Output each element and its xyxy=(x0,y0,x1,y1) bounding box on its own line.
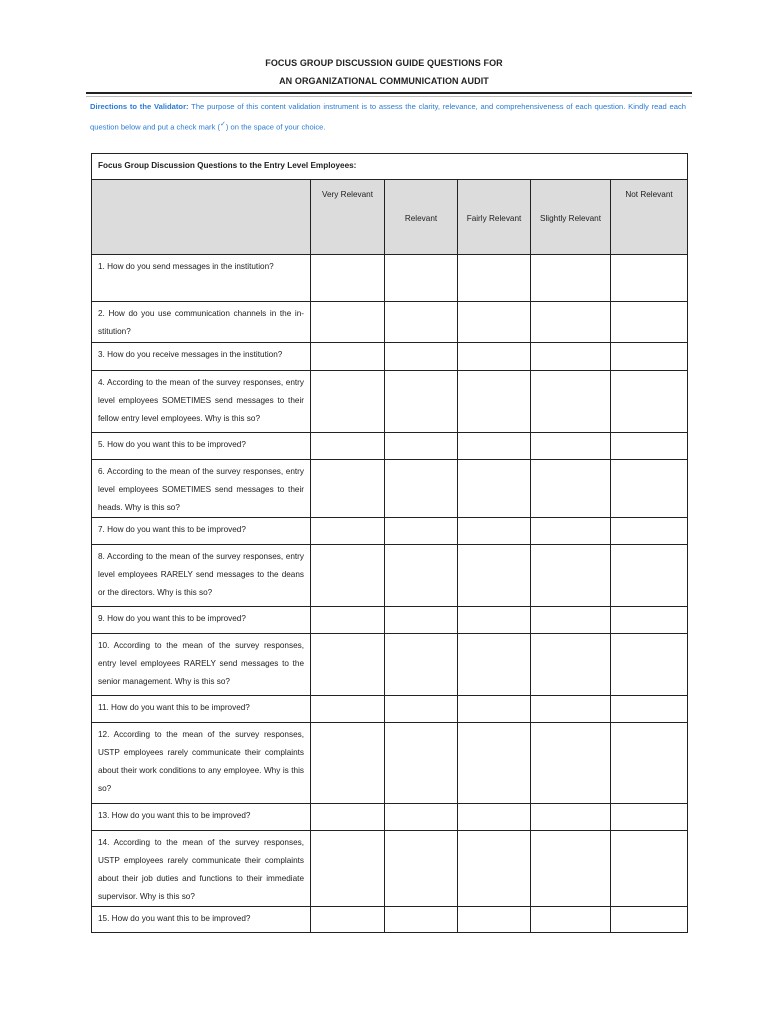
directions-label: Directions to the Validator: xyxy=(90,102,189,111)
question-cell xyxy=(92,723,311,804)
question-cell xyxy=(92,607,311,634)
question-cell xyxy=(92,634,311,696)
checkbox-cell-relevant[interactable] xyxy=(385,907,458,933)
checkbox-cell-relevant[interactable] xyxy=(385,433,458,460)
checkbox-cell-fairly-relevant[interactable] xyxy=(458,696,531,723)
checkbox-cell-not-relevant[interactable] xyxy=(611,255,688,302)
question-cell xyxy=(92,343,311,371)
column-header-very-relevant xyxy=(311,180,385,255)
checkbox-cell-relevant[interactable] xyxy=(385,607,458,634)
column-header-slightly-relevant xyxy=(531,180,611,255)
column-header-relevant xyxy=(385,180,458,255)
checkbox-cell-very-relevant[interactable] xyxy=(311,518,385,545)
table-row xyxy=(92,460,688,518)
column-label-very-relevant: Very Relevant xyxy=(322,190,373,199)
checkbox-cell-not-relevant[interactable] xyxy=(611,343,688,371)
question-cell xyxy=(92,696,311,723)
table-heading: Focus Group Discussion Questions to the Entry Level Employees: xyxy=(92,154,688,180)
question-rows xyxy=(92,255,688,933)
question-text: 14. According to the mean of the survey responses, USTP employees rarely communicate their complaints about their job duties and functions to their immediate supervisor. Why is this so? xyxy=(98,838,304,901)
question-text: 15. How do you want this to be improved? xyxy=(98,914,251,923)
directions-text-1: The purpose of this content validation instrument is to assess the clarity, relevance, and comprehensiveness of each question. Kindly read each question below and put a check mark ( xyxy=(90,102,686,132)
checkbox-cell-fairly-relevant[interactable] xyxy=(458,302,531,343)
checkbox-cell-relevant[interactable] xyxy=(385,723,458,804)
checkbox-cell-fairly-relevant[interactable] xyxy=(458,607,531,634)
checkbox-cell-very-relevant[interactable] xyxy=(311,696,385,723)
checkbox-cell-fairly-relevant[interactable] xyxy=(458,518,531,545)
question-text: 7. How do you want this to be improved? xyxy=(98,525,246,534)
question-cell xyxy=(92,371,311,433)
table-row xyxy=(92,723,688,804)
checkbox-cell-fairly-relevant[interactable] xyxy=(458,255,531,302)
table-row xyxy=(92,907,688,933)
table-row xyxy=(92,302,688,343)
checkbox-cell-slightly-relevant[interactable] xyxy=(531,545,611,607)
checkbox-cell-very-relevant[interactable] xyxy=(311,804,385,831)
checkbox-cell-relevant[interactable] xyxy=(385,634,458,696)
checkbox-cell-slightly-relevant[interactable] xyxy=(531,343,611,371)
title-divider xyxy=(86,92,692,94)
column-header-not-relevant xyxy=(611,180,688,255)
question-text: 8. According to the mean of the survey responses, entry level employees RARELY send messages to the deans or the directors. Why is this so? xyxy=(98,552,304,597)
question-cell xyxy=(92,255,311,302)
checkbox-cell-fairly-relevant[interactable] xyxy=(458,371,531,433)
checkbox-cell-slightly-relevant[interactable] xyxy=(531,518,611,545)
checkbox-cell-fairly-relevant[interactable] xyxy=(458,343,531,371)
checkbox-cell-not-relevant[interactable] xyxy=(611,302,688,343)
question-text: 12. According to the mean of the survey responses, USTP employees rarely communicate their complaints about their work conditions to any employee. Why is this so? xyxy=(98,730,304,793)
checkbox-cell-fairly-relevant[interactable] xyxy=(458,545,531,607)
directions-text-2: ) on the space of your choice. xyxy=(225,122,326,132)
checkbox-cell-very-relevant[interactable] xyxy=(311,634,385,696)
validator-directions xyxy=(90,98,686,137)
checkbox-cell-very-relevant[interactable] xyxy=(311,723,385,804)
question-cell xyxy=(92,804,311,831)
checkbox-cell-fairly-relevant[interactable] xyxy=(458,634,531,696)
question-cell xyxy=(92,460,311,518)
checkbox-cell-slightly-relevant[interactable] xyxy=(531,607,611,634)
checkbox-cell-slightly-relevant[interactable] xyxy=(531,371,611,433)
document-title-line-1: FOCUS GROUP DISCUSSION GUIDE QUESTIONS FOR xyxy=(265,58,503,68)
checkbox-cell-not-relevant[interactable] xyxy=(611,804,688,831)
checkbox-cell-fairly-relevant[interactable] xyxy=(458,460,531,518)
question-text: 4. According to the mean of the survey responses, entry level employees SOMETIMES send messages to their fellow entry level employees. Why is this so? xyxy=(98,378,304,423)
question-cell xyxy=(92,907,311,933)
checkbox-cell-very-relevant[interactable] xyxy=(311,907,385,933)
checkbox-cell-slightly-relevant[interactable] xyxy=(531,460,611,518)
title-divider-thin xyxy=(86,96,692,97)
checkbox-cell-not-relevant[interactable] xyxy=(611,907,688,933)
checkbox-cell-fairly-relevant[interactable] xyxy=(458,831,531,907)
table-row xyxy=(92,831,688,907)
checkbox-cell-very-relevant[interactable] xyxy=(311,343,385,371)
checkbox-cell-slightly-relevant[interactable] xyxy=(531,907,611,933)
table-row xyxy=(92,804,688,831)
header-blank-cell xyxy=(92,180,311,255)
checkbox-cell-fairly-relevant[interactable] xyxy=(458,723,531,804)
checkbox-cell-very-relevant[interactable] xyxy=(311,302,385,343)
checkbox-cell-very-relevant[interactable] xyxy=(311,460,385,518)
checkbox-cell-slightly-relevant[interactable] xyxy=(531,433,611,460)
document-title-line-2: AN ORGANIZATIONAL COMMUNICATION AUDIT xyxy=(279,76,489,86)
question-cell xyxy=(92,518,311,545)
checkbox-cell-not-relevant[interactable] xyxy=(611,634,688,696)
question-text: 13. How do you want this to be improved? xyxy=(98,811,251,820)
question-text: 2. How do you use communication channels in the in-stitution? xyxy=(98,309,304,336)
checkbox-cell-very-relevant[interactable] xyxy=(311,371,385,433)
checkbox-cell-not-relevant[interactable] xyxy=(611,831,688,907)
table-row xyxy=(92,343,688,371)
table-row xyxy=(92,634,688,696)
question-text: 10. According to the mean of the survey responses, entry level employees RARELY send messages to the senior management. Why is this so? xyxy=(98,641,304,686)
checkbox-cell-fairly-relevant[interactable] xyxy=(458,907,531,933)
checkbox-cell-slightly-relevant[interactable] xyxy=(531,255,611,302)
checkbox-cell-fairly-relevant[interactable] xyxy=(458,433,531,460)
checkbox-cell-very-relevant[interactable] xyxy=(311,831,385,907)
checkbox-cell-relevant[interactable] xyxy=(385,460,458,518)
checkbox-cell-very-relevant[interactable] xyxy=(311,607,385,634)
checkbox-cell-relevant[interactable] xyxy=(385,255,458,302)
checkbox-cell-relevant[interactable] xyxy=(385,343,458,371)
table-row xyxy=(92,371,688,433)
question-cell xyxy=(92,302,311,343)
checkbox-cell-relevant[interactable] xyxy=(385,804,458,831)
checkbox-cell-slightly-relevant[interactable] xyxy=(531,831,611,907)
check-mark-icon: ✓ xyxy=(220,121,226,128)
table-row xyxy=(92,696,688,723)
checkbox-cell-not-relevant[interactable] xyxy=(611,433,688,460)
column-label-relevant: Relevant xyxy=(404,214,438,223)
checkbox-cell-slightly-relevant[interactable] xyxy=(531,723,611,804)
question-cell xyxy=(92,831,311,907)
validation-table xyxy=(91,153,688,933)
column-header-fairly-relevant xyxy=(458,180,531,255)
checkbox-cell-slightly-relevant[interactable] xyxy=(531,634,611,696)
checkbox-cell-slightly-relevant[interactable] xyxy=(531,696,611,723)
question-text: 3. How do you receive messages in the institution? xyxy=(98,350,283,359)
checkbox-cell-relevant[interactable] xyxy=(385,371,458,433)
checkbox-cell-relevant[interactable] xyxy=(385,518,458,545)
column-label-fairly-relevant: Fairly Relevant xyxy=(466,214,522,223)
table-row xyxy=(92,518,688,545)
checkbox-cell-not-relevant[interactable] xyxy=(611,723,688,804)
table-row xyxy=(92,433,688,460)
question-text: 11. How do you want this to be improved? xyxy=(98,703,250,712)
checkbox-cell-very-relevant[interactable] xyxy=(311,433,385,460)
checkbox-cell-not-relevant[interactable] xyxy=(611,371,688,433)
checkbox-cell-relevant[interactable] xyxy=(385,302,458,343)
table-row xyxy=(92,255,688,302)
checkbox-cell-not-relevant[interactable] xyxy=(611,696,688,723)
column-label-not-relevant: Not Relevant xyxy=(625,190,673,199)
checkbox-cell-not-relevant[interactable] xyxy=(611,460,688,518)
checkbox-cell-very-relevant[interactable] xyxy=(311,545,385,607)
checkbox-cell-not-relevant[interactable] xyxy=(611,545,688,607)
question-text: 1. How do you send messages in the institution? xyxy=(98,262,274,271)
checkbox-cell-slightly-relevant[interactable] xyxy=(531,302,611,343)
question-text: 6. According to the mean of the survey responses, entry level employees SOMETIMES send messages to their heads. Why is this so? xyxy=(98,467,304,512)
question-cell xyxy=(92,545,311,607)
question-cell xyxy=(92,433,311,460)
table-row xyxy=(92,607,688,634)
checkbox-cell-relevant[interactable] xyxy=(385,545,458,607)
checkbox-cell-relevant[interactable] xyxy=(385,831,458,907)
checkbox-cell-slightly-relevant[interactable] xyxy=(531,804,611,831)
checkbox-cell-relevant[interactable] xyxy=(385,696,458,723)
checkbox-cell-very-relevant[interactable] xyxy=(311,255,385,302)
table-row xyxy=(92,545,688,607)
checkbox-cell-fairly-relevant[interactable] xyxy=(458,804,531,831)
checkbox-cell-not-relevant[interactable] xyxy=(611,518,688,545)
column-label-slightly-relevant: Slightly Relevant xyxy=(540,214,601,223)
checkbox-cell-not-relevant[interactable] xyxy=(611,607,688,634)
question-text: 9. How do you want this to be improved? xyxy=(98,614,246,623)
question-text: 5. How do you want this to be improved? xyxy=(98,440,246,449)
